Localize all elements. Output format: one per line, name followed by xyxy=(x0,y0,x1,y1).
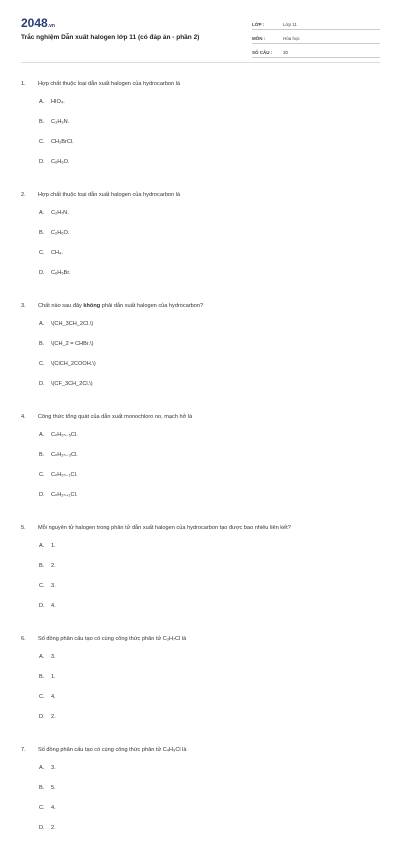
option-text: 4. xyxy=(51,603,56,609)
answer-option[interactable] xyxy=(39,471,211,480)
question-item xyxy=(21,191,381,289)
answer-option[interactable] xyxy=(39,542,211,551)
option-letter: C. xyxy=(39,694,45,700)
question-item xyxy=(21,302,381,400)
answer-option[interactable] xyxy=(39,653,211,662)
answer-option[interactable] xyxy=(39,98,211,107)
question-line xyxy=(21,413,381,422)
question-item xyxy=(21,524,381,622)
option-text: 4. xyxy=(51,694,56,700)
answer-option[interactable] xyxy=(39,320,211,329)
answer-options xyxy=(39,653,381,733)
meta-value: 30 xyxy=(283,50,289,55)
question-line xyxy=(21,191,381,200)
question-item xyxy=(21,413,381,511)
option-text: C₂H₆O. xyxy=(51,230,70,236)
meta-key: SỐ CÂU : xyxy=(252,50,273,55)
question-item xyxy=(21,80,381,178)
option-letter: D. xyxy=(39,714,45,720)
option-letter: B. xyxy=(39,452,45,458)
option-letter: B. xyxy=(39,563,45,569)
answer-options xyxy=(39,98,381,178)
option-text: 3. xyxy=(51,654,56,660)
answer-option[interactable] xyxy=(39,118,211,127)
meta-row-subject xyxy=(252,30,380,44)
answer-option[interactable] xyxy=(39,713,211,722)
question-line xyxy=(21,635,381,644)
option-letter: C. xyxy=(39,361,45,367)
answer-option[interactable] xyxy=(39,582,211,591)
option-text: CₙH₂ₙ₋₁Cl. xyxy=(51,472,78,478)
answer-option[interactable] xyxy=(39,784,211,793)
question-text: Hợp chất thuộc loại dẫn xuất halogen của hydrocarbon là xyxy=(38,81,181,87)
option-text: C₆H₆O. xyxy=(51,159,70,165)
answer-options xyxy=(39,320,381,400)
option-letter: A. xyxy=(39,432,45,438)
answer-option[interactable] xyxy=(39,229,211,238)
option-text: 2. xyxy=(51,714,56,720)
answer-option[interactable] xyxy=(39,693,211,702)
question-number: 5. xyxy=(21,525,26,531)
question-text: Chất nào sau đây không phải dẫn xuất halogen của hydrocarbon? xyxy=(38,303,204,309)
question-text: Số đồng phân cấu tạo có cùng công thức phân tử C₃H₇Cl là xyxy=(38,636,187,642)
question-text: Số đồng phân cấu tạo có cùng công thức phân tử C₄H₉Cl là xyxy=(38,747,187,753)
option-text: 1. xyxy=(51,674,56,680)
brand-logo[interactable] xyxy=(21,16,55,30)
meta-row-class xyxy=(252,16,380,30)
option-text: CH₂BrCl. xyxy=(51,139,74,145)
answer-option[interactable] xyxy=(39,158,211,167)
option-letter: C. xyxy=(39,805,45,811)
option-text: CₙH₂ₙ₊₁Cl. xyxy=(51,492,78,498)
option-letter: C. xyxy=(39,139,45,145)
question-text: Mỗi nguyên tử halogen trong phân tử dẫn xuất halogen của hydrocarbon tạo được bao nhiêu liên kết? xyxy=(38,525,291,531)
option-text: CₙH₂ₙ₋₃Cl. xyxy=(51,452,78,458)
question-line xyxy=(21,302,381,311)
meta-panel xyxy=(252,16,380,58)
question-text: Công thức tổng quát của dẫn xuất monochloro no, mạch hở là xyxy=(38,414,193,420)
question-number: 4. xyxy=(21,414,26,420)
header-divider xyxy=(21,62,380,63)
option-letter: C. xyxy=(39,583,45,589)
option-text: HIO₄. xyxy=(51,99,65,105)
option-letter: D. xyxy=(39,159,45,165)
answer-option[interactable] xyxy=(39,451,211,460)
option-text: C₃H₉N. xyxy=(51,119,70,125)
option-text: 5. xyxy=(51,785,56,791)
question-number: 1. xyxy=(21,81,26,87)
option-text: 3. xyxy=(51,583,56,589)
option-letter: A. xyxy=(39,654,45,660)
option-text: 2. xyxy=(51,563,56,569)
question-number: 7. xyxy=(21,747,26,753)
option-text: \(CH_3CH_2Cl.\) xyxy=(51,321,94,327)
meta-row-count xyxy=(252,44,380,58)
option-letter: A. xyxy=(39,210,45,216)
answer-option[interactable] xyxy=(39,602,211,611)
page-title: Trắc nghiệm Dẫn xuất halogen lớp 11 (có đáp án - phần 2) xyxy=(21,34,200,41)
option-letter: C. xyxy=(39,472,45,478)
option-letter: A. xyxy=(39,765,45,771)
option-text: 1. xyxy=(51,543,56,549)
option-letter: D. xyxy=(39,603,45,609)
option-text: C₂H₇N. xyxy=(51,210,69,216)
option-text: \(CF_3CH_2Cl.\) xyxy=(51,381,93,387)
option-letter: D. xyxy=(39,492,45,498)
answer-option[interactable] xyxy=(39,209,211,218)
meta-key: LỚP : xyxy=(252,22,265,27)
question-list xyxy=(21,80,381,857)
question-line xyxy=(21,746,381,755)
option-letter: B. xyxy=(39,119,45,125)
answer-option[interactable] xyxy=(39,431,211,440)
option-letter: B. xyxy=(39,674,45,680)
answer-options xyxy=(39,764,381,844)
meta-key: MÔN : xyxy=(252,36,266,41)
question-line xyxy=(21,524,381,533)
answer-options xyxy=(39,431,381,511)
option-letter: C. xyxy=(39,250,45,256)
option-letter: B. xyxy=(39,341,45,347)
option-text: 2. xyxy=(51,825,56,831)
brand-suffix: .vn xyxy=(47,23,55,29)
option-text: 4. xyxy=(51,805,56,811)
question-item xyxy=(21,635,381,733)
question-item xyxy=(21,746,381,844)
option-letter: A. xyxy=(39,543,45,549)
answer-option[interactable] xyxy=(39,764,211,773)
option-letter: A. xyxy=(39,99,45,105)
answer-option[interactable] xyxy=(39,562,211,571)
question-text: Hợp chất thuộc loại dẫn xuất halogen của hydrocarbon là xyxy=(38,192,181,198)
option-letter: D. xyxy=(39,825,45,831)
answer-option[interactable] xyxy=(39,340,211,349)
option-letter: B. xyxy=(39,785,45,791)
question-line xyxy=(21,80,381,89)
meta-value: Lớp 11 xyxy=(283,22,297,27)
option-letter: A. xyxy=(39,321,45,327)
option-text: C₆H₅Br. xyxy=(51,270,71,276)
option-text: CₙH₂ₙ₋₅Cl. xyxy=(51,432,78,438)
answer-option[interactable] xyxy=(39,491,211,500)
answer-option[interactable] xyxy=(39,249,211,258)
question-number: 3. xyxy=(21,303,26,309)
option-text: \(ClCH_2COOH.\) xyxy=(51,361,96,367)
answer-option[interactable] xyxy=(39,673,211,682)
answer-option[interactable] xyxy=(39,380,211,389)
option-text: CH₄. xyxy=(51,250,63,256)
question-number: 2. xyxy=(21,192,26,198)
answer-options xyxy=(39,542,381,622)
answer-option[interactable] xyxy=(39,360,211,369)
answer-options xyxy=(39,209,381,289)
brand-main: 2048 xyxy=(21,16,48,30)
option-text: 3. xyxy=(51,765,56,771)
meta-value: Hóa học xyxy=(283,36,300,41)
option-text: \(CH_2 = CHBr.\) xyxy=(51,341,94,347)
option-letter: B. xyxy=(39,230,45,236)
answer-option[interactable] xyxy=(39,824,211,833)
answer-option[interactable] xyxy=(39,804,211,813)
option-letter: D. xyxy=(39,381,45,387)
option-letter: D. xyxy=(39,270,45,276)
question-number: 6. xyxy=(21,636,26,642)
answer-option[interactable] xyxy=(39,269,211,278)
answer-option[interactable] xyxy=(39,138,211,147)
